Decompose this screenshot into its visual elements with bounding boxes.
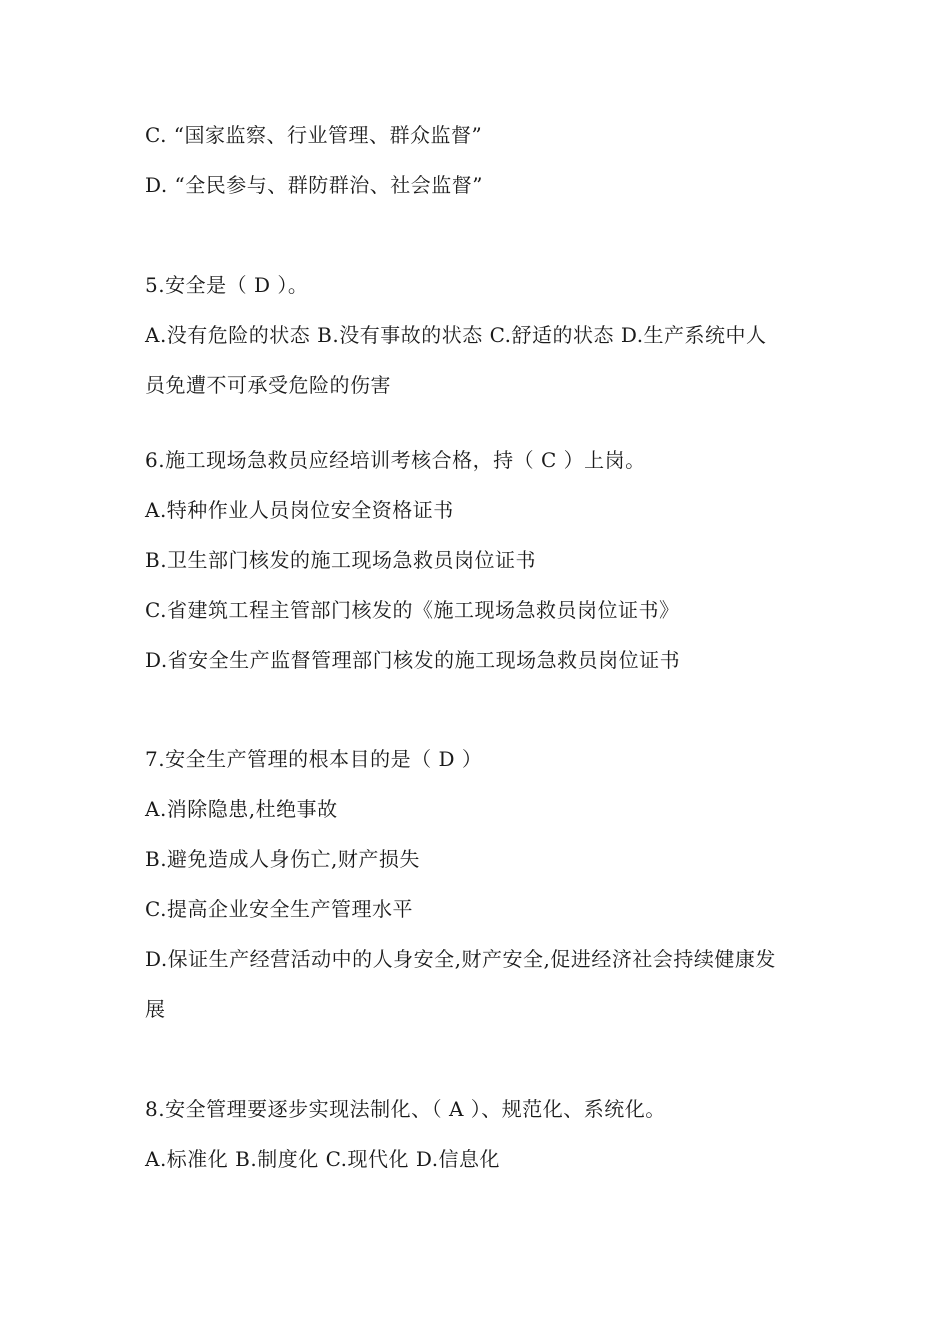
- q7-question: 7.安全生产管理的根本目的是（ D ）: [145, 747, 483, 771]
- q6-option-a: A.特种作业人员岗位安全资格证书: [145, 498, 454, 522]
- q6-question: 6.施工现场急救员应经培训考核合格，持（ C ）上岗。: [145, 448, 646, 472]
- q6-option-d: D.省安全生产监督管理部门核发的施工现场急救员岗位证书: [145, 648, 681, 672]
- q8-question: 8.安全管理要逐步实现法制化、（ A ）、规范化、系统化。: [145, 1097, 666, 1121]
- q8-options: A.标准化 B.制度化 C.现代化 D.信息化: [145, 1147, 501, 1171]
- q6-option-b: B.卫生部门核发的施工现场急救员岗位证书: [145, 548, 537, 572]
- q7-option-a: A.消除隐患,杜绝事故: [145, 797, 338, 821]
- q5-options-line-2: 员免遭不可承受危险的伤害: [145, 373, 391, 397]
- q7-option-c: C.提高企业安全生产管理水平: [145, 897, 413, 921]
- q4-option-c: C. “国家监察、行业管理、群众监督”: [145, 123, 483, 147]
- q5-options-line-1: A.没有危险的状态 B.没有事故的状态 C.舒适的状态 D.生产系统中人: [145, 323, 767, 347]
- q7-option-b: B.避免造成人身伤亡,财产损失: [145, 847, 420, 871]
- q7-option-d-line-1: D.保证生产经营活动中的人身安全,财产安全,促进经济社会持续健康发: [145, 947, 776, 971]
- q6-option-c: C.省建筑工程主管部门核发的《施工现场急救员岗位证书》: [145, 598, 680, 622]
- q4-option-d: D. “全民参与、群防群治、社会监督”: [145, 173, 483, 197]
- q7-option-d-line-2: 展: [145, 997, 166, 1021]
- q5-question: 5.安全是（ D ）。: [145, 273, 309, 297]
